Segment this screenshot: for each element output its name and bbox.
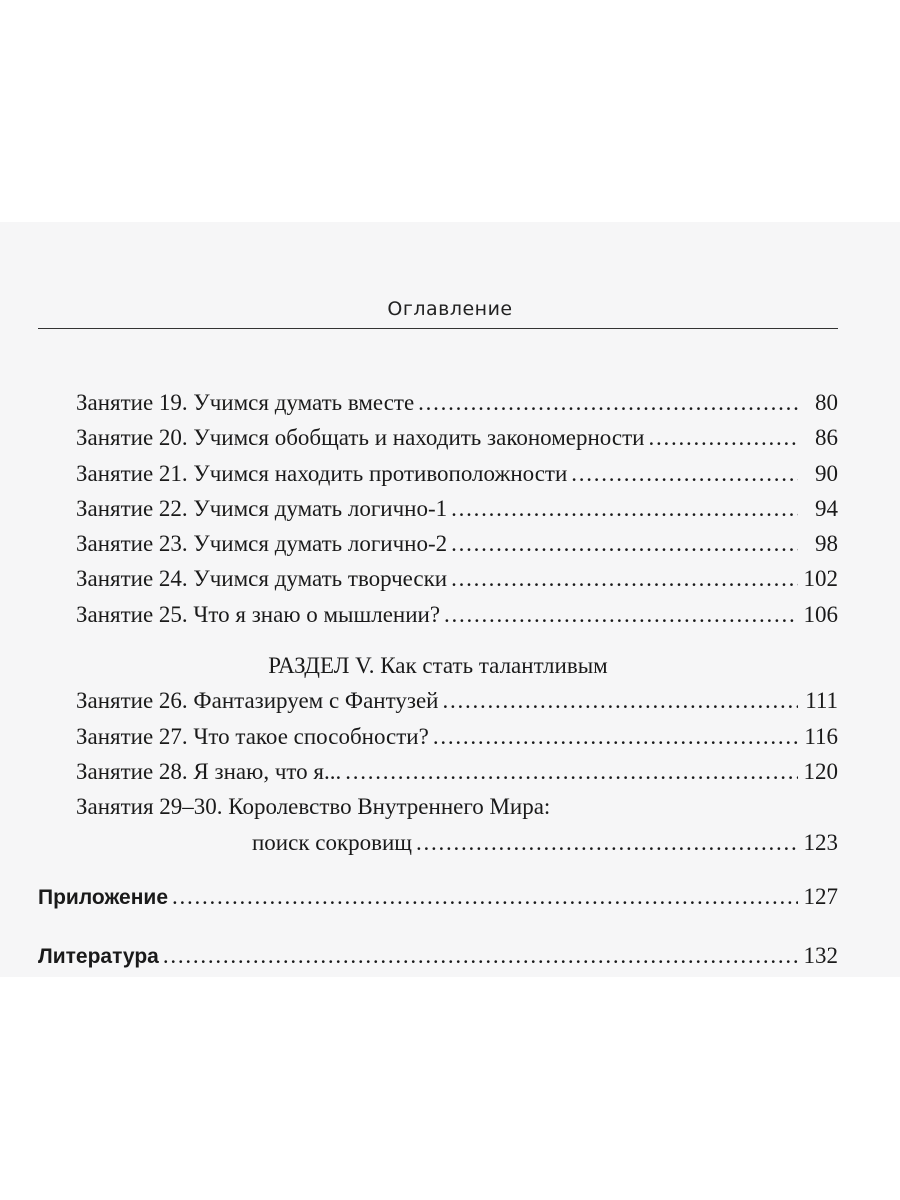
section-heading: РАЗДЕЛ V. Как стать талантливым [268,653,608,679]
dot-leader [451,526,798,561]
toc-entry-title: Занятие 21. Учимся находить противоположности [76,460,568,486]
toc-entry-title: Занятие 24. Учимся думать творчески [76,566,448,592]
toc-entry-title: Занятие 26. Фантазируем с Фантузей [76,688,439,714]
toc-entry-page: 111 [805,688,838,714]
dot-leader [163,938,798,973]
toc-entry-page: 102 [803,566,838,592]
dot-leader [571,456,798,491]
toc-entry-title: Занятие 19. Учимся думать вместе [76,390,415,415]
toc-entry-appendix [38,879,838,914]
toc-entry-page: 116 [804,723,838,749]
dot-leader [433,719,798,754]
toc-entry [38,420,838,455]
spacer [38,632,838,648]
toc-entry [38,561,838,596]
toc-entry-title: Литература [38,945,159,969]
toc-entry [38,385,838,420]
toc-entry [38,719,838,754]
toc-entry-title: поиск сокровищ [252,829,413,855]
toc-entry-page: 106 [803,601,838,627]
toc-entry [38,456,838,491]
toc-entry-title: Занятие 23. Учимся думать логично-2 [76,531,448,557]
toc-entry [38,754,838,789]
toc-entry-title: Занятие 22. Учимся думать логично-1 [76,495,448,521]
toc-entry-page: 80 [815,390,838,415]
toc-entry-multiline [38,789,838,824]
dot-leader [442,683,798,718]
toc-entry-page: 98 [815,531,838,557]
toc-entry-page: 123 [803,829,838,855]
toc-entry-title: Занятие 27. Что такое способности? [76,723,429,749]
toc-entry [38,526,838,561]
toc-entry-page: 90 [815,460,838,486]
toc-entry [38,491,838,526]
spacer [38,914,838,938]
dot-leader [418,385,798,420]
running-head: Оглавление [387,298,513,320]
toc-entry-page: 132 [803,943,838,969]
dot-leader [451,491,798,526]
toc-entry-literature [38,938,838,973]
toc-entry-continuation [38,825,838,860]
dot-leader [451,561,798,596]
toc-entry [38,683,838,718]
toc-entry-page: 86 [815,425,838,451]
toc-entry-title: Занятия 29–30. Королевство Внутреннего Мира: [76,794,551,820]
spacer [38,860,838,879]
toc-entry [38,597,838,632]
toc-entry-title: Занятие 20. Учимся обобщать и находить закономерности [76,425,645,451]
dot-leader [345,754,798,789]
toc-entry-page: 94 [815,495,838,521]
header-rule [38,328,838,329]
table-of-contents [38,385,838,973]
toc-entry-page: 120 [803,758,838,784]
dot-leader [416,825,798,860]
dot-leader [648,420,798,455]
toc-entry-page: 127 [803,883,838,909]
dot-leader [172,879,798,914]
toc-entry-title: Занятие 25. Что я знаю о мышлении? [76,601,441,627]
toc-entry-title: Занятие 28. Я знаю, что я... [76,758,342,784]
toc-entry-title: Приложение [38,885,169,909]
dot-leader [444,597,798,632]
